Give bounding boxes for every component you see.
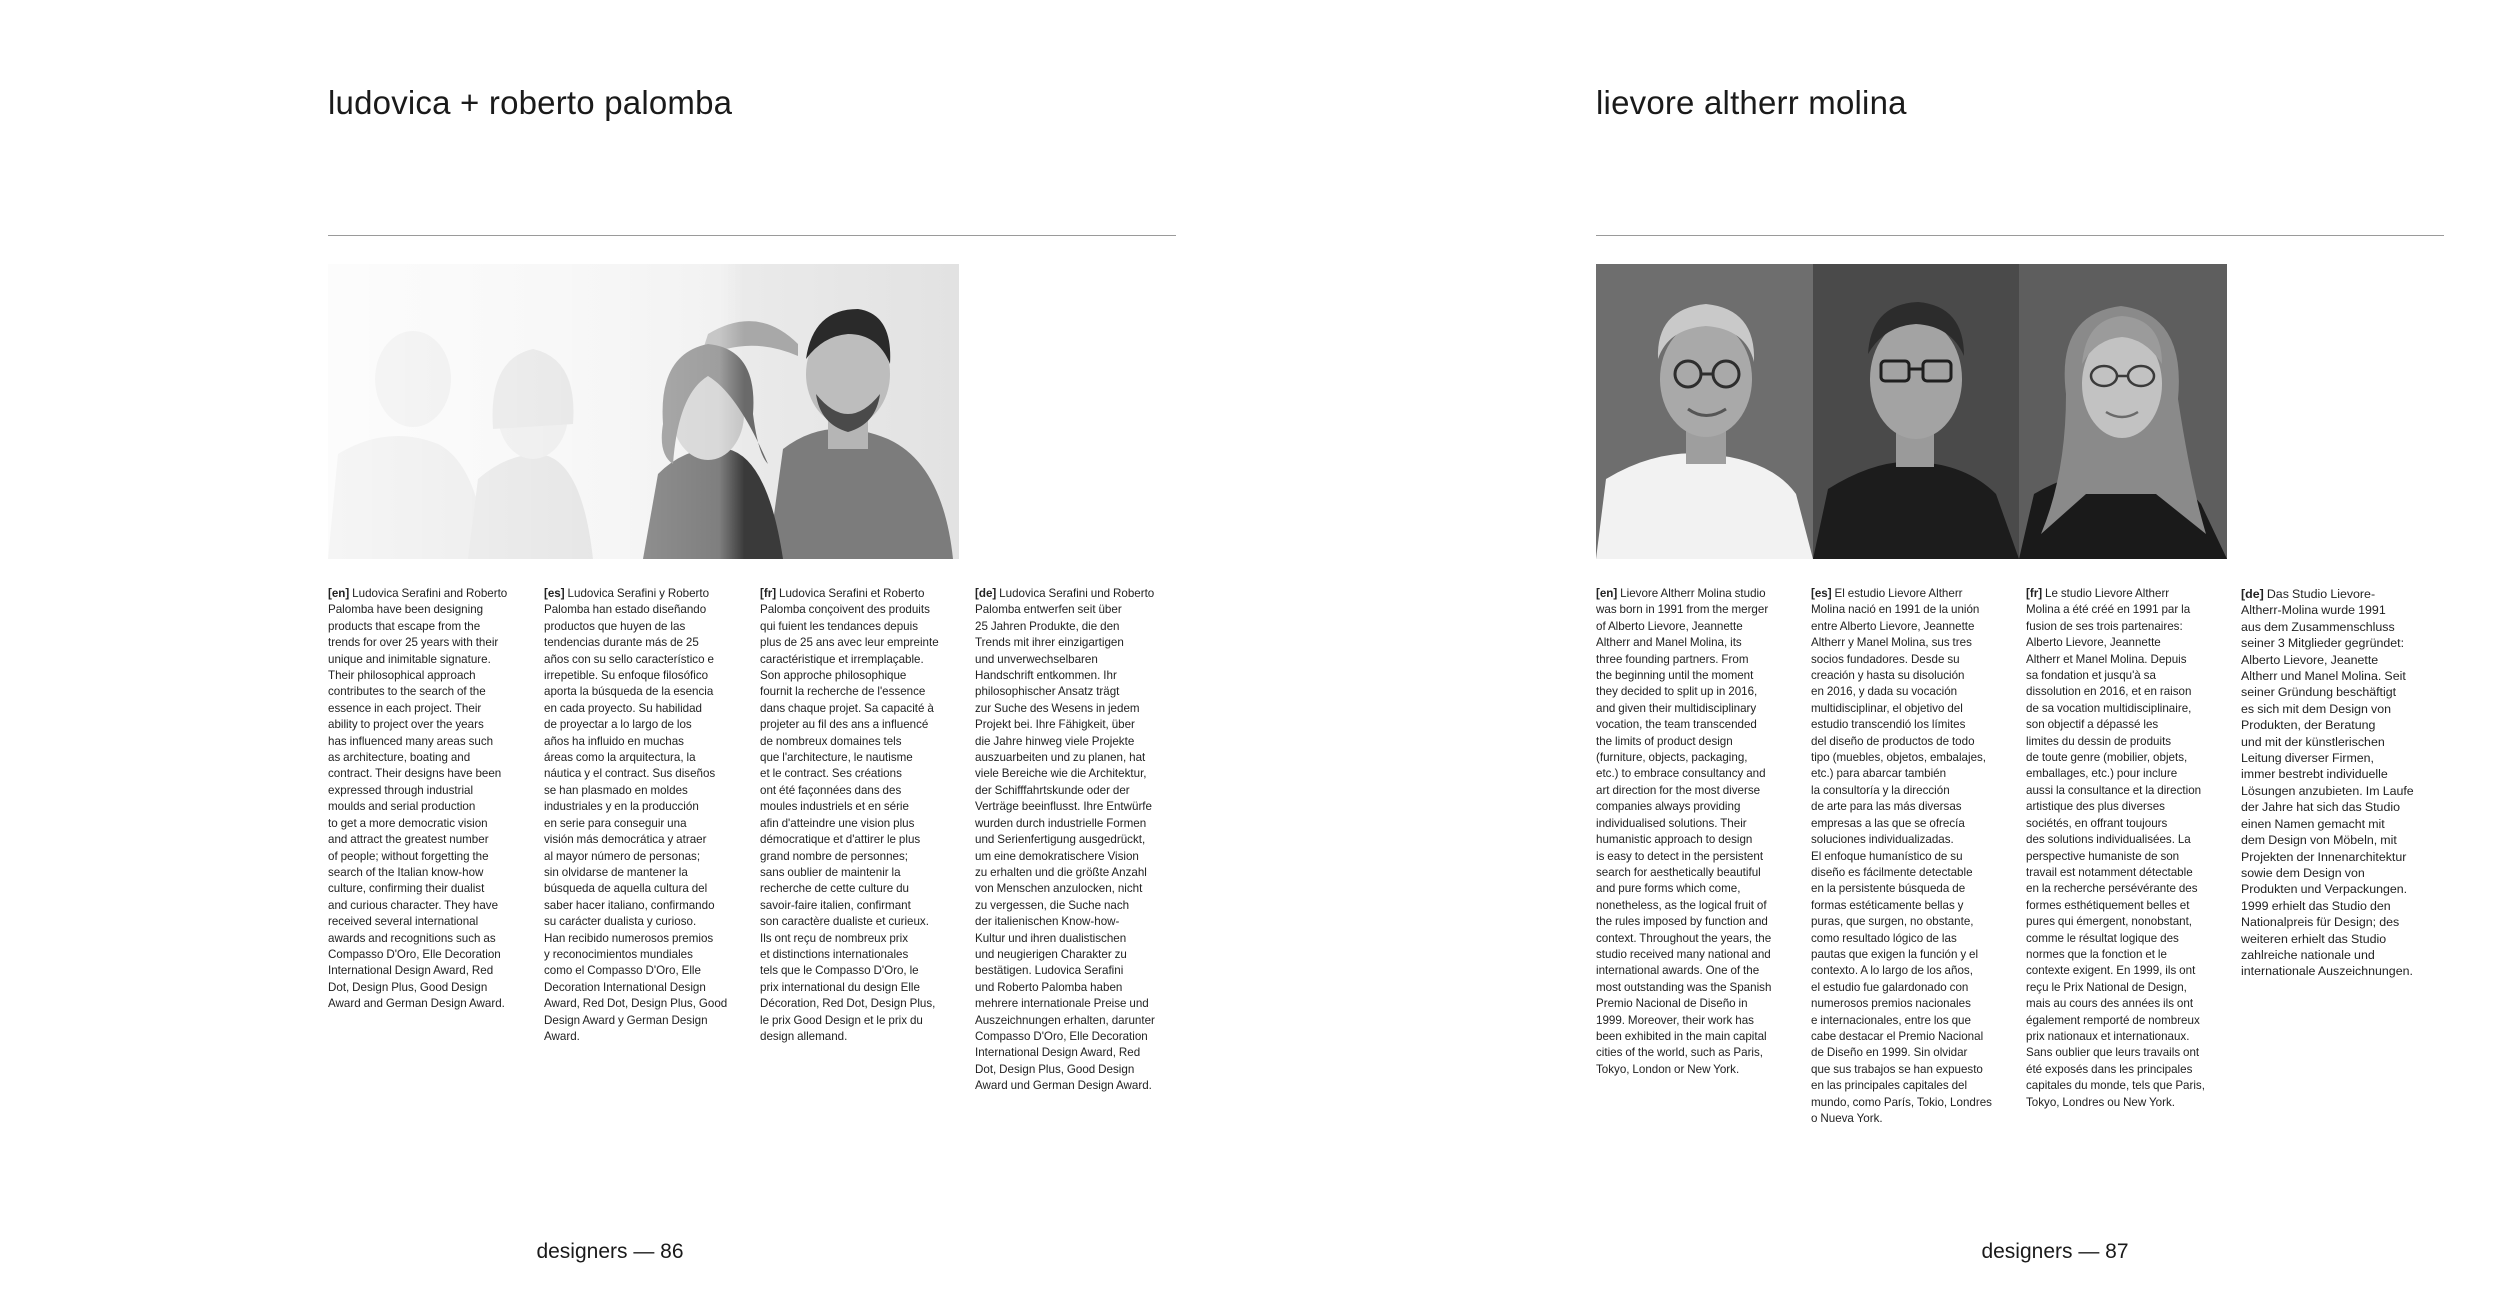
bio-column-en <box>328 586 536 1013</box>
bio-text: Ludovica Serafini and Roberto Palomba have been designing products that escape from the trends for over 25 years with their unique and inimitable signature. Their philosophical approach contributes to the search of the essence in each project. Their ability to project over the years has influenced many areas such as architecture, boating and contract. Their designs have been expressed through industrial moulds and serial production to get a more democratic vision and attract the greatest number of people; without forgetting the search of the Italian know-how culture, confirming their dualist and curious character. They have received several international awards and recognitions such as Compasso D'Oro, Elle Decoration International Design Award, Red Dot, Design Plus, Good Design Award and German Design Award. <box>328 587 508 1011</box>
bio-column-es <box>544 586 752 1045</box>
bio-column-fr <box>760 586 968 1045</box>
language-tag: [fr] <box>760 587 777 600</box>
bio-column-fr <box>2026 586 2234 1111</box>
bio-text: Das Studio Lievore- Altherr-Molina wurde 1991 aus dem Zusammenschluss seiner 3 Mitglieder gegründet: Alberto Lievore, Jeanette Altherr und Manel Molina. Seit seiner Gründung beschäftigt es sich mit dem Design von Produkten, der Beratung und mit der künstlerischen Leitung diverser Firmen, immer bestrebt individuelle Lösungen anzubieten. Im Laufe der Jahre hat sich das Studio einen Namen gemacht mit dem Design von Möbeln, mit Projekten der Innenarchitektur sowie dem Design von Produkten und Verpackungen. 1999 erhielt das Studio den Nationalpreis für Design; des weiteren erhielt das Studio zahlreiche nationale und internationale Auszeichnungen. <box>2241 587 2414 979</box>
language-tag: [es] <box>544 587 565 600</box>
page-title: ludovica + roberto palomba <box>328 84 733 121</box>
bio-column-en <box>1596 586 1804 1078</box>
divider <box>328 235 1176 236</box>
bio-column-es <box>1811 586 2019 1127</box>
language-tag: [en] <box>1596 587 1618 600</box>
bio-text: El estudio Lievore Altherr Molina nació en 1991 de la unión entre Alberto Lievore, Jeannette Altherr y Manel Molina, sus tres socios fundadores. Desde su creación y hasta su disolución en 2016, y dada su vocación multidisciplinar, el objetivo del estudio transcendió los límites del diseño de productos de todo tipo (muebles, objetos, embalajes, etc.) para abarcar también la consultoría y la dirección de arte para las más diversas empresas a las que se ofrecía soluciones individualizadas. El enfoque humanístico de su diseño es fácilmente detectable en la persistente búsqueda de formas estéticamente bellas y puras, que surgen, no obstante, como resultado lógico de las pautas que exigen la función y el contexto. A lo largo de los años, el estudio fue galardonado con numerosos premios nacionales e internacionales, entre los que cabe destacar el Premio Nacional de Diseño en 1999. Sin olvidar que sus trabajos se han expuesto en las principales capitales del mundo, como París, Tokio, Londres o Nueva York. <box>1811 587 1992 1125</box>
page-number: designers — 86 <box>536 1240 684 1263</box>
language-tag: [es] <box>1811 587 1832 600</box>
right-page <box>1250 0 2500 1297</box>
bio-text: Ludovica Serafini und Roberto Palomba entwerfen seit über 25 Jahren Produkte, die den Trends mit ihrer einzigartigen und unverwechselbaren Handschrift entkommen. Ihr philosophischer Ansatz trägt zur Suche des Wesens in jedem Projekt bei. Ihre Fähigkeit, über die Jahre hinweg viele Projekte auszuarbeiten und zu planen, hat viele Bereiche wie die Architektur, der Schifffahrtskunde oder der Verträge beeinflusst. Ihre Entwürfe wurden durch industrielle Formen und Serienfertigung ausgedrückt, um eine demokratischere Vision zu erhalten und die größte Anzahl von Menschen anzulocken, nicht zu vergessen, die Suche nach der italienischen Know-how- Kultur und ihren dualistischen und neugierigen Charakter zu bestätigen. Ludovica Serafini und Roberto Palomba haben mehrere internationale Preise und Auszeichnungen erhalten, darunter Compasso D'Oro, Elle Decoration International Design Award, Red Dot, Design Plus, Good Design Award und German Design Award. <box>975 587 1155 1093</box>
bio-text: Le studio Lievore Altherr Molina a été créé en 1991 par la fusion de ses trois partenaires: Alberto Lievore, Jeannette Altherr et Manel Molina. Depuis sa fondation et jusqu'à sa dissolution en 2016, et en raison de sa vocation multidisciplinaire, son objectif a dépassé les limites du dessin de produits de toute genre (mobilier, objets, emballages, etc.) pour inclure aussi la consultance et la direction artistique des plus diverses sociétés, en offrant toujours des solutions individualisées. La perspective humaniste de son travail est notamment détectable en la recherche persévérante des formes esthétiquement belles et pures qui émergent, nonobstant, comme le résultat logique des normes que la fonction et le contexte exigent. En 1999, ils ont reçu le Prix National de Design, mais au cours des années ils ont également remporté de nombreux prix nationaux et internationaux. Sans oublier que leurs travails ont été exposés dans les principales capitales du monde, tels que Paris, Tokyo, Londres ou New York. <box>2026 587 2205 1109</box>
bio-column-de <box>2241 586 2463 980</box>
language-tag: [fr] <box>2026 587 2043 600</box>
portrait-photo <box>328 264 959 559</box>
language-tag: [de] <box>2241 587 2264 601</box>
language-tag: [de] <box>975 587 997 600</box>
language-tag: [en] <box>328 587 350 600</box>
bio-text: Ludovica Serafini y Roberto Palomba han estado diseñando productos que huyen de las tendencias durante más de 25 años con su sello característico e irrepetible. Su enfoque filosófico aporta la búsqueda de la esencia en cada proyecto. Su habilidad de proyectar a lo largo de los años ha influido en muchas áreas como la arquitectura, la náutica y el contract. Sus diseños se han plasmado en moldes industriales y en la producción en serie para conseguir una visión más democrática y atraer al mayor número de personas; sin olvidarse de mantener la búsqueda de aquella cultura del saber hacer italiano, confirmando su carácter dualista y curioso. Han recibido numerosos premios y reconocimientos mundiales como el Compasso D'Oro, Elle Decoration International Design Award, Red Dot, Design Plus, Good Design Award y German Design Award. <box>544 587 728 1043</box>
portrait-photo <box>1596 264 2227 559</box>
divider <box>1596 235 2444 236</box>
designer-portrait-lievore-altherr-molina <box>1596 264 2227 559</box>
bio-text: Lievore Altherr Molina studio was born in 1991 from the merger of Alberto Lievore, Jeannette Altherr and Manel Molina, its three founding partners. From the beginning until the moment they decided to split up in 2016, and given their multidisciplinary vocation, the team transcended the limits of product design (furniture, objects, packaging, etc.) to embrace consultancy and art direction for the most diverse companies always providing individualised solutions. Their humanistic approach to design is easy to detect in the persistent search for aesthetically beautiful and pure forms which come, nonetheless, as the logical fruit of the rules imposed by function and context. Throughout the years, the studio received many national and international awards. One of the most outstanding was the Spanish Premio Nacional de Diseño in 1999. Moreover, their work has been exhibited in the main capital cities of the world, such as Paris, Tokyo, London or New York. <box>1596 587 1772 1076</box>
page-title: lievore altherr molina <box>1596 84 1907 121</box>
page-number: designers — 87 <box>1981 1240 2129 1263</box>
bio-column-de <box>975 586 1197 1095</box>
designer-portrait-palomba <box>328 264 959 559</box>
bio-text: Ludovica Serafini et Roberto Palomba conçoivent des produits qui fuient les tendances depuis plus de 25 ans avec leur empreinte caractéristique et irremplaçable. Son approche philosophique fournit la recherche de l'essence dans chaque projet. Sa capacité à projeter au fil des ans a influencé de nombreux domaines tels que l'architecture, le nautisme et le contract. Ses créations ont été façonnées dans des moules industriels et en série afin d'atteindre une vision plus démocratique et d'attirer le plus grand nombre de personnes; sans oublier de maintenir la recherche de cette culture du savoir-faire italien, confirmant son caractère dualiste et curieux. Ils ont reçu de nombreux prix et distinctions internationales tels que le Compasso D'Oro, le prix international du design Elle Décoration, Red Dot, Design Plus, le prix Good Design et le prix du design allemand. <box>760 587 939 1043</box>
